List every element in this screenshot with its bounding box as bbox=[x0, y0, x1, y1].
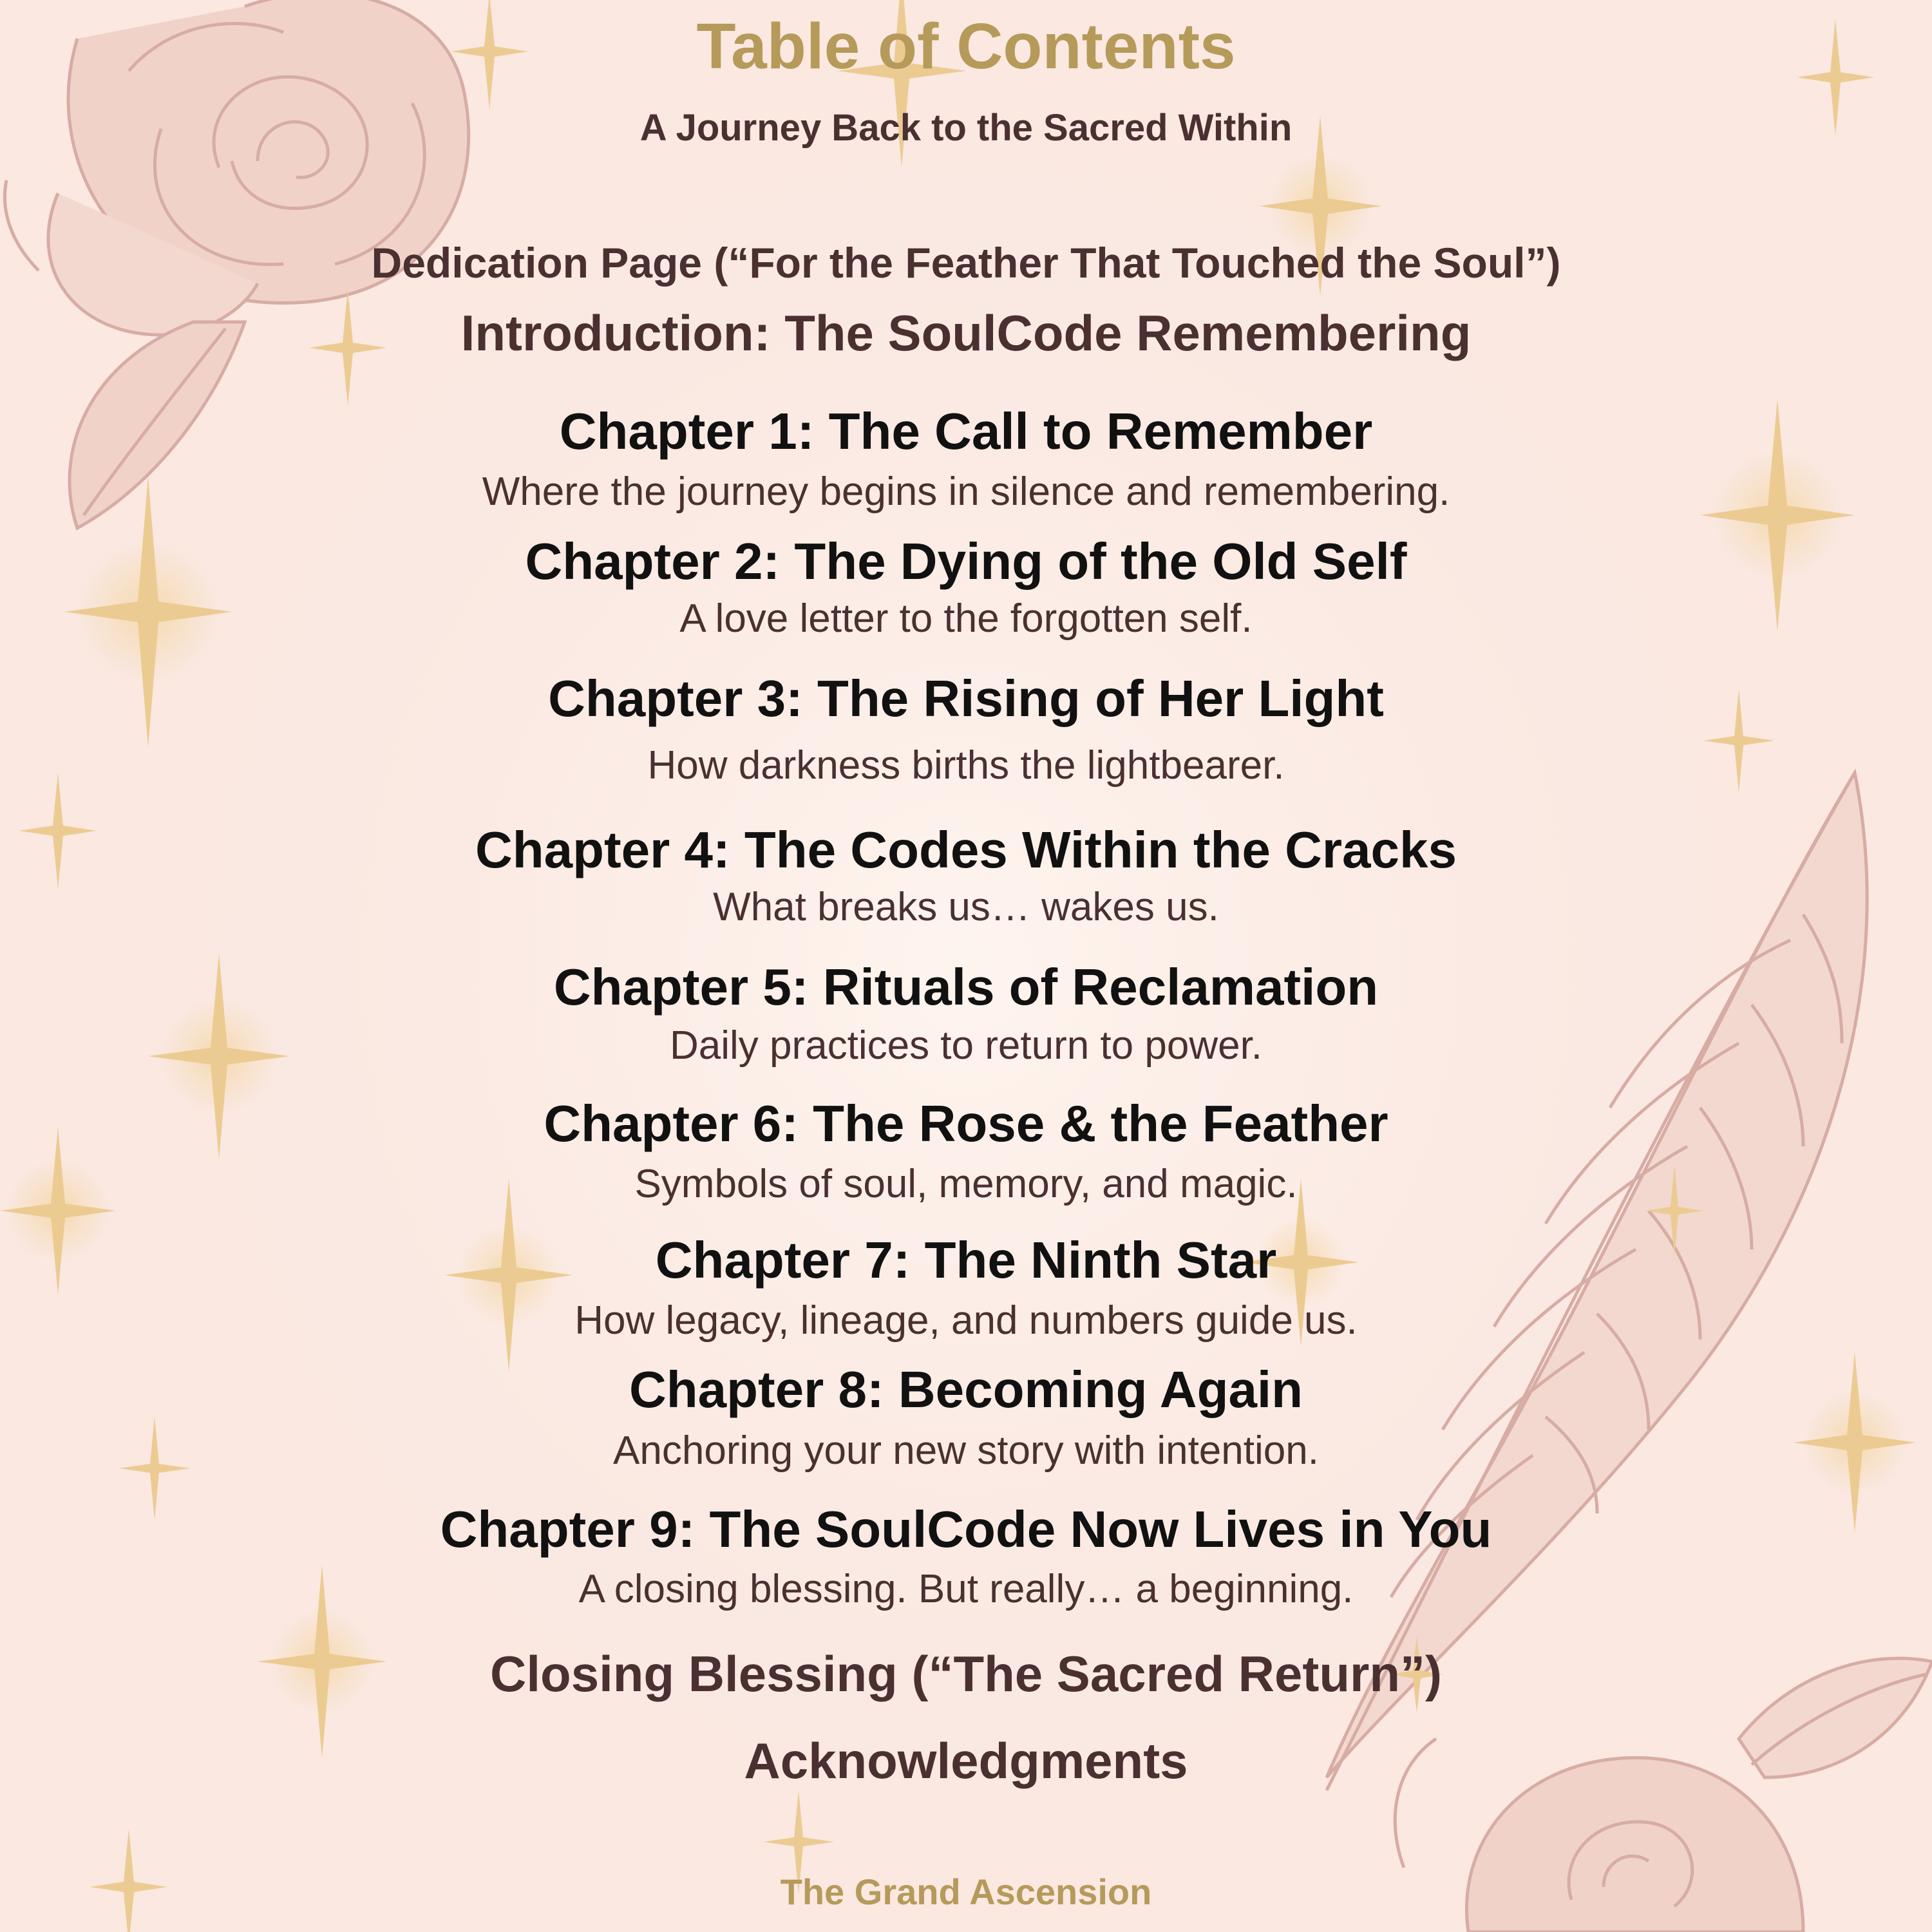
page-subtitle: A Journey Back to the Sacred Within bbox=[639, 107, 1293, 149]
page-title: Table of Contents bbox=[696, 10, 1236, 82]
toc-chapter-6-description: Symbols of soul, memory, and magic. bbox=[634, 1162, 1298, 1206]
toc-entry-closing-blessing: Closing Blessing (“The Sacred Return”) bbox=[490, 1645, 1442, 1702]
toc-chapter-5-title: Chapter 5: Rituals of Reclamation bbox=[553, 958, 1379, 1016]
toc-chapter-2-title: Chapter 2: The Dying of the Old Self bbox=[525, 533, 1407, 590]
toc-chapter-6-title: Chapter 6: The Rose & the Feather bbox=[544, 1095, 1388, 1152]
toc-chapter-9-description: A closing blessing. But really… a beginning. bbox=[578, 1567, 1354, 1611]
toc-chapter-4-title: Chapter 4: The Codes Within the Cracks bbox=[475, 821, 1457, 878]
toc-entry-introduction: Introduction: The SoulCode Remembering bbox=[460, 305, 1472, 361]
toc-chapter-7-title: Chapter 7: The Ninth Star bbox=[655, 1231, 1277, 1289]
toc-chapter-5-description: Daily practices to return to power. bbox=[669, 1023, 1263, 1068]
toc-chapter-2-description: A love letter to the forgotten self. bbox=[679, 596, 1253, 641]
toc-chapter-1-title: Chapter 1: The Call to Remember bbox=[559, 402, 1373, 460]
toc-chapter-1-description: Where the journey begins in silence and remembering. bbox=[482, 469, 1450, 514]
toc-entry-dedication: Dedication Page (“For the Feather That Touched the Soul”) bbox=[371, 239, 1561, 287]
toc-chapter-3-description: How darkness births the lightbearer. bbox=[647, 743, 1285, 788]
toc-chapter-8-description: Anchoring your new story with intention. bbox=[613, 1428, 1319, 1473]
toc-entry-acknowledgments: Acknowledgments bbox=[744, 1732, 1188, 1789]
footer-brand: The Grand Ascension bbox=[780, 1871, 1152, 1912]
toc-chapter-9-title: Chapter 9: The SoulCode Now Lives in You bbox=[440, 1501, 1492, 1558]
toc-chapter-7-description: How legacy, lineage, and numbers guide us. bbox=[574, 1298, 1358, 1343]
toc-chapter-4-description: What breaks us… wakes us. bbox=[713, 885, 1219, 929]
toc-chapter-8-title: Chapter 8: Becoming Again bbox=[629, 1361, 1303, 1418]
toc-chapter-3-title: Chapter 3: The Rising of Her Light bbox=[548, 670, 1384, 727]
